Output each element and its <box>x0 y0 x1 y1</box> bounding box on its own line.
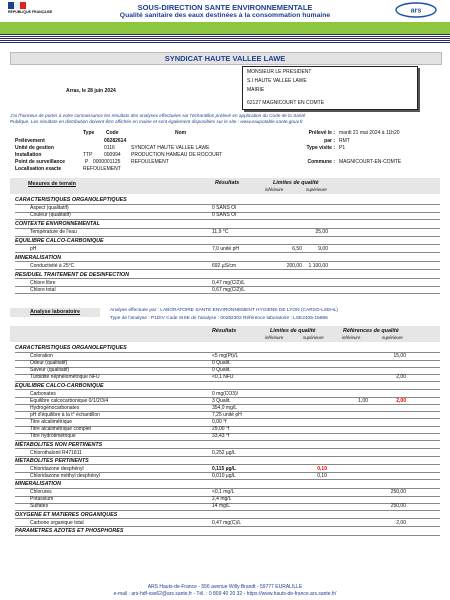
param-label: Turbidité néphélométrique NFU <box>30 374 100 381</box>
result-value: 2,4 mg/L <box>212 496 232 503</box>
param-label: Chlorures <box>30 489 52 496</box>
section-title: EQUILIBRE CALCO-CARBONIQUE <box>15 237 104 244</box>
section-title: MÉTABOLITES NON PERTINENTS <box>15 441 103 448</box>
param-label: Sulfates <box>30 503 49 510</box>
visite-label: Type visite : <box>306 145 335 151</box>
row-divider <box>15 269 440 270</box>
point-label: Point de surveillance <box>15 159 66 165</box>
ref-inf: 1,00 <box>358 397 368 404</box>
ref-sup: 15,00 <box>393 353 406 359</box>
footer-line-2: e-mail : ars-hdf-sse62@ars.sante.fr - Tél. : 0 809 40 20 32 - https://www.hauts-de-france.ars.sante.fr/ <box>113 591 337 597</box>
terrain-col-inf: inférieure <box>265 187 284 192</box>
section-title: CONTEXTE ENVIRONNEMENTAL <box>15 221 100 228</box>
result-value: 0 SANS OI <box>212 205 237 211</box>
par-label: par : <box>324 138 335 144</box>
ref-sup: 2,00 <box>396 374 406 381</box>
prelevement-label: Prélèvement <box>15 138 45 144</box>
param-label: Titre alcalimétrique complet <box>30 426 91 433</box>
unite-label: Unité de gestion <box>15 145 54 151</box>
terrain-col-results: Résultats <box>215 180 240 186</box>
labo-title: Analyse laboratoire <box>30 309 81 315</box>
result-value: 14 mg/L <box>212 503 231 510</box>
limit-sup: 9,00 <box>318 245 328 252</box>
ref-sup: 250,00 <box>390 489 406 496</box>
param-label: pH d'équilibre à la t° échantillon <box>30 411 100 418</box>
recipient-line-1: MONSIEUR LE PRESIDENT <box>247 69 312 75</box>
ref-sup: 250,00 <box>390 503 406 510</box>
section-title: MINERALISATION <box>15 481 62 488</box>
ars-logo-text: ars <box>410 7 422 15</box>
section-title: CARACTERISTIQUES ORGANOLEPTIQUES <box>15 345 127 351</box>
terrain-col-sup: supérieure <box>306 187 327 192</box>
row-divider <box>15 479 440 480</box>
localisation-label: Localisation exacte <box>15 166 62 172</box>
header-subtitle: Qualité sanitaire des eaux destinées à la consommation humaine <box>119 12 331 19</box>
intro-line-2: Publique. Les résultats en distribution doivent être affichés en mairie et sont également disponibles sur le site : www.eaupotable.sante.gouv.fr <box>10 119 303 124</box>
param-label: Chlore libre <box>30 279 56 286</box>
labo-col-ref-sup: supérieure <box>382 335 403 340</box>
param-label: pH <box>30 245 37 252</box>
header-stripe-band <box>0 34 450 44</box>
result-value: 0 SANS OI <box>212 212 237 219</box>
ref-sup: 2,00 <box>396 397 406 404</box>
row-divider <box>15 418 440 419</box>
result-value: <0,1 mg/L <box>212 489 235 496</box>
param-label: Saveur (qualitatif) <box>30 367 70 374</box>
labo-col-refs: Références de qualité <box>343 328 399 334</box>
param-label: Equilibre calcocarbonique 0/1/2/3/4 <box>30 397 109 404</box>
republique-label: RÉPUBLIQUE FRANÇAISE <box>8 10 53 14</box>
section-title: RESIDUEL TRAITEMENT DE DESINFECTION <box>15 271 130 278</box>
param-label: Conductivité à 25°C <box>30 262 75 269</box>
param-label: Carbone organique total <box>30 519 84 526</box>
col-code: Code <box>106 130 119 136</box>
result-value: 33,43 °f <box>212 433 230 440</box>
result-value: 3 Qualit. <box>212 397 231 404</box>
section-title: EQUILIBRE CALCO-CARBONIQUE <box>15 382 104 389</box>
result-value: 0 Qualit. <box>212 360 231 367</box>
commune-label: Commune : <box>307 159 335 165</box>
commune-value: MAGNICOURT-EN-COMTE <box>339 159 402 165</box>
result-value: 0,252 µg/L <box>212 449 236 456</box>
result-value: 7,0 unité pH <box>212 245 239 252</box>
labo-col-results: Résultats <box>212 328 237 334</box>
row-divider <box>15 535 440 536</box>
prelevement-value: 00282614 <box>104 138 127 144</box>
result-value: 354,0 mg/L <box>212 404 238 411</box>
param-label: Aspect (qualitatif) <box>30 205 69 211</box>
param-label: Température de l'eau <box>30 229 77 236</box>
ref-sup: 2,00 <box>396 519 406 526</box>
row-divider <box>15 252 440 253</box>
result-value: 0,47 mg(Cl2)/L <box>212 279 246 286</box>
limit-sup: 0,10 <box>317 465 327 472</box>
header-title: SOUS-DIRECTION SANTE ENVIRONNEMENTALE <box>137 3 313 12</box>
limit-inf: 200,00 <box>286 262 302 269</box>
col-type: Type <box>83 130 95 136</box>
labo-col-lim-inf: inférieure <box>265 335 284 340</box>
ars-logo <box>392 0 440 20</box>
section-title: PARAMETRES AZOTES ET PHOSPHORES <box>15 528 124 534</box>
result-value: 0,115 µg/L <box>212 465 237 472</box>
labo-col-ref-inf: inférieure <box>342 335 361 340</box>
result-value: 0,67 mg(Cl2)/L <box>212 286 246 293</box>
section-title: CARACTERISTIQUES ORGANOLEPTIQUES <box>15 197 127 203</box>
unite-nom: SYNDICAT HAUTE VALLEE LAWE <box>131 145 210 151</box>
col-nom: Nom <box>175 130 187 136</box>
result-value: 0,00 °f <box>212 419 227 425</box>
param-label: Titre hydrotimétrique <box>30 433 76 440</box>
par-value: RMT <box>339 138 350 144</box>
param-label: Carbonates <box>30 390 56 397</box>
recipient-line-5: 62127 MAGNICOURT EN COMTE <box>247 100 325 106</box>
recipient-line-2: S.I HAUTE VALLEE LAWE <box>247 78 307 84</box>
labo-col-limits: Limites de qualité <box>270 328 316 334</box>
param-label: Chlorothalonil R471811 <box>30 449 82 456</box>
limit-sup: 1 100,00 <box>308 262 328 269</box>
result-value: 0,47 mg(C)/L <box>212 519 242 526</box>
param-label: Chloridazone méthyl desphényl <box>30 472 100 479</box>
terrain-title: Mesures de terrain <box>28 181 76 187</box>
point-code: 0000001125 <box>93 159 121 165</box>
limit-inf: 6,50 <box>292 245 302 252</box>
point-nom: REFOULEMENT <box>131 159 169 165</box>
visite-value: P1 <box>339 145 346 151</box>
param-label: Chlore total <box>30 286 56 293</box>
unite-code: 0116 <box>104 145 115 151</box>
labo-line-2: Type de l'analyse : P1DIV Code SISE de l'analyse : 00282302 Référence laboratoire : LSE2405-15865 <box>110 316 328 321</box>
param-label: Chloridazone desphényl <box>30 465 84 472</box>
terrain-col-limits: Limites de qualité <box>273 180 319 186</box>
date-line: Arras, le 28 juin 2024 <box>66 88 116 94</box>
result-value: 7,25 unité pH <box>212 411 242 418</box>
param-label: Couleur (qualitatif) <box>30 212 71 219</box>
row-divider <box>15 219 440 220</box>
section-title: OXYGENE ET MATIERES ORGANIQUES <box>15 511 118 518</box>
param-label: Titre alcalimétrique <box>30 419 73 425</box>
row-divider <box>15 236 440 237</box>
param-label: Coloration <box>30 353 53 359</box>
result-value: 692 µS/cm <box>212 262 237 269</box>
result-value: 0 Qualit. <box>212 367 231 374</box>
result-value: <0,1 NFU <box>212 374 234 381</box>
result-value: 0,010 µg/L <box>212 472 236 479</box>
param-label: Potassium <box>30 496 54 503</box>
republique-logo <box>8 2 53 20</box>
installation-code: 000994 <box>104 152 121 158</box>
preleve-value: mardi 21 mai 2024 à 11h20 <box>339 130 400 136</box>
result-value: 11,9 °C <box>212 229 229 236</box>
point-type: P <box>85 159 89 165</box>
labo-line-1: Analyse effectuée par : LABORATOIRE SANTE ENVIRONNEMENT HYGIENE DE LYON (CARSO-LSEHL) <box>110 308 339 313</box>
param-label: Hydrogénocarbonates <box>30 404 80 411</box>
section-title: METABOLITES PERTINENTS <box>15 457 89 464</box>
limit-sup: 25,00 <box>315 229 328 236</box>
row-divider <box>15 293 440 294</box>
header-green-band <box>0 22 450 34</box>
installation-type: TTP <box>83 152 93 158</box>
footer-line-1: ARS Hauts-de-France - 556 avenue Willy Brandt - 59777 EURALILLE <box>147 584 303 590</box>
installation-nom: PRODUCTION HAMEAU DE ROCOURT <box>131 152 223 158</box>
intro-line-1: J'ai l'honneur de porter à votre connaissance les résultats des analyses effectuées sur l'échantillon prélevé en application du Code de la Santé <box>10 113 306 118</box>
result-value: 0 mg(CO3)/ <box>212 390 239 397</box>
syndicat-title: SYNDICAT HAUTE VALLEE LAWE <box>164 54 286 63</box>
param-label: Odeur (qualitatif) <box>30 360 68 367</box>
preleve-label: Prélevé le : <box>308 130 335 136</box>
labo-col-lim-sup: supérieure <box>303 335 324 340</box>
installation-label: Installation <box>15 152 42 158</box>
result-value: <5 mg(Pt)/L <box>212 353 239 359</box>
section-title: MINERALISATION <box>15 254 62 261</box>
limit-sup: 0,10 <box>317 472 327 479</box>
recipient-line-3: MAIRIE <box>247 87 265 93</box>
result-value: 29,00 °f <box>212 426 230 433</box>
localisation-value: REFOULEMENT <box>83 166 121 172</box>
